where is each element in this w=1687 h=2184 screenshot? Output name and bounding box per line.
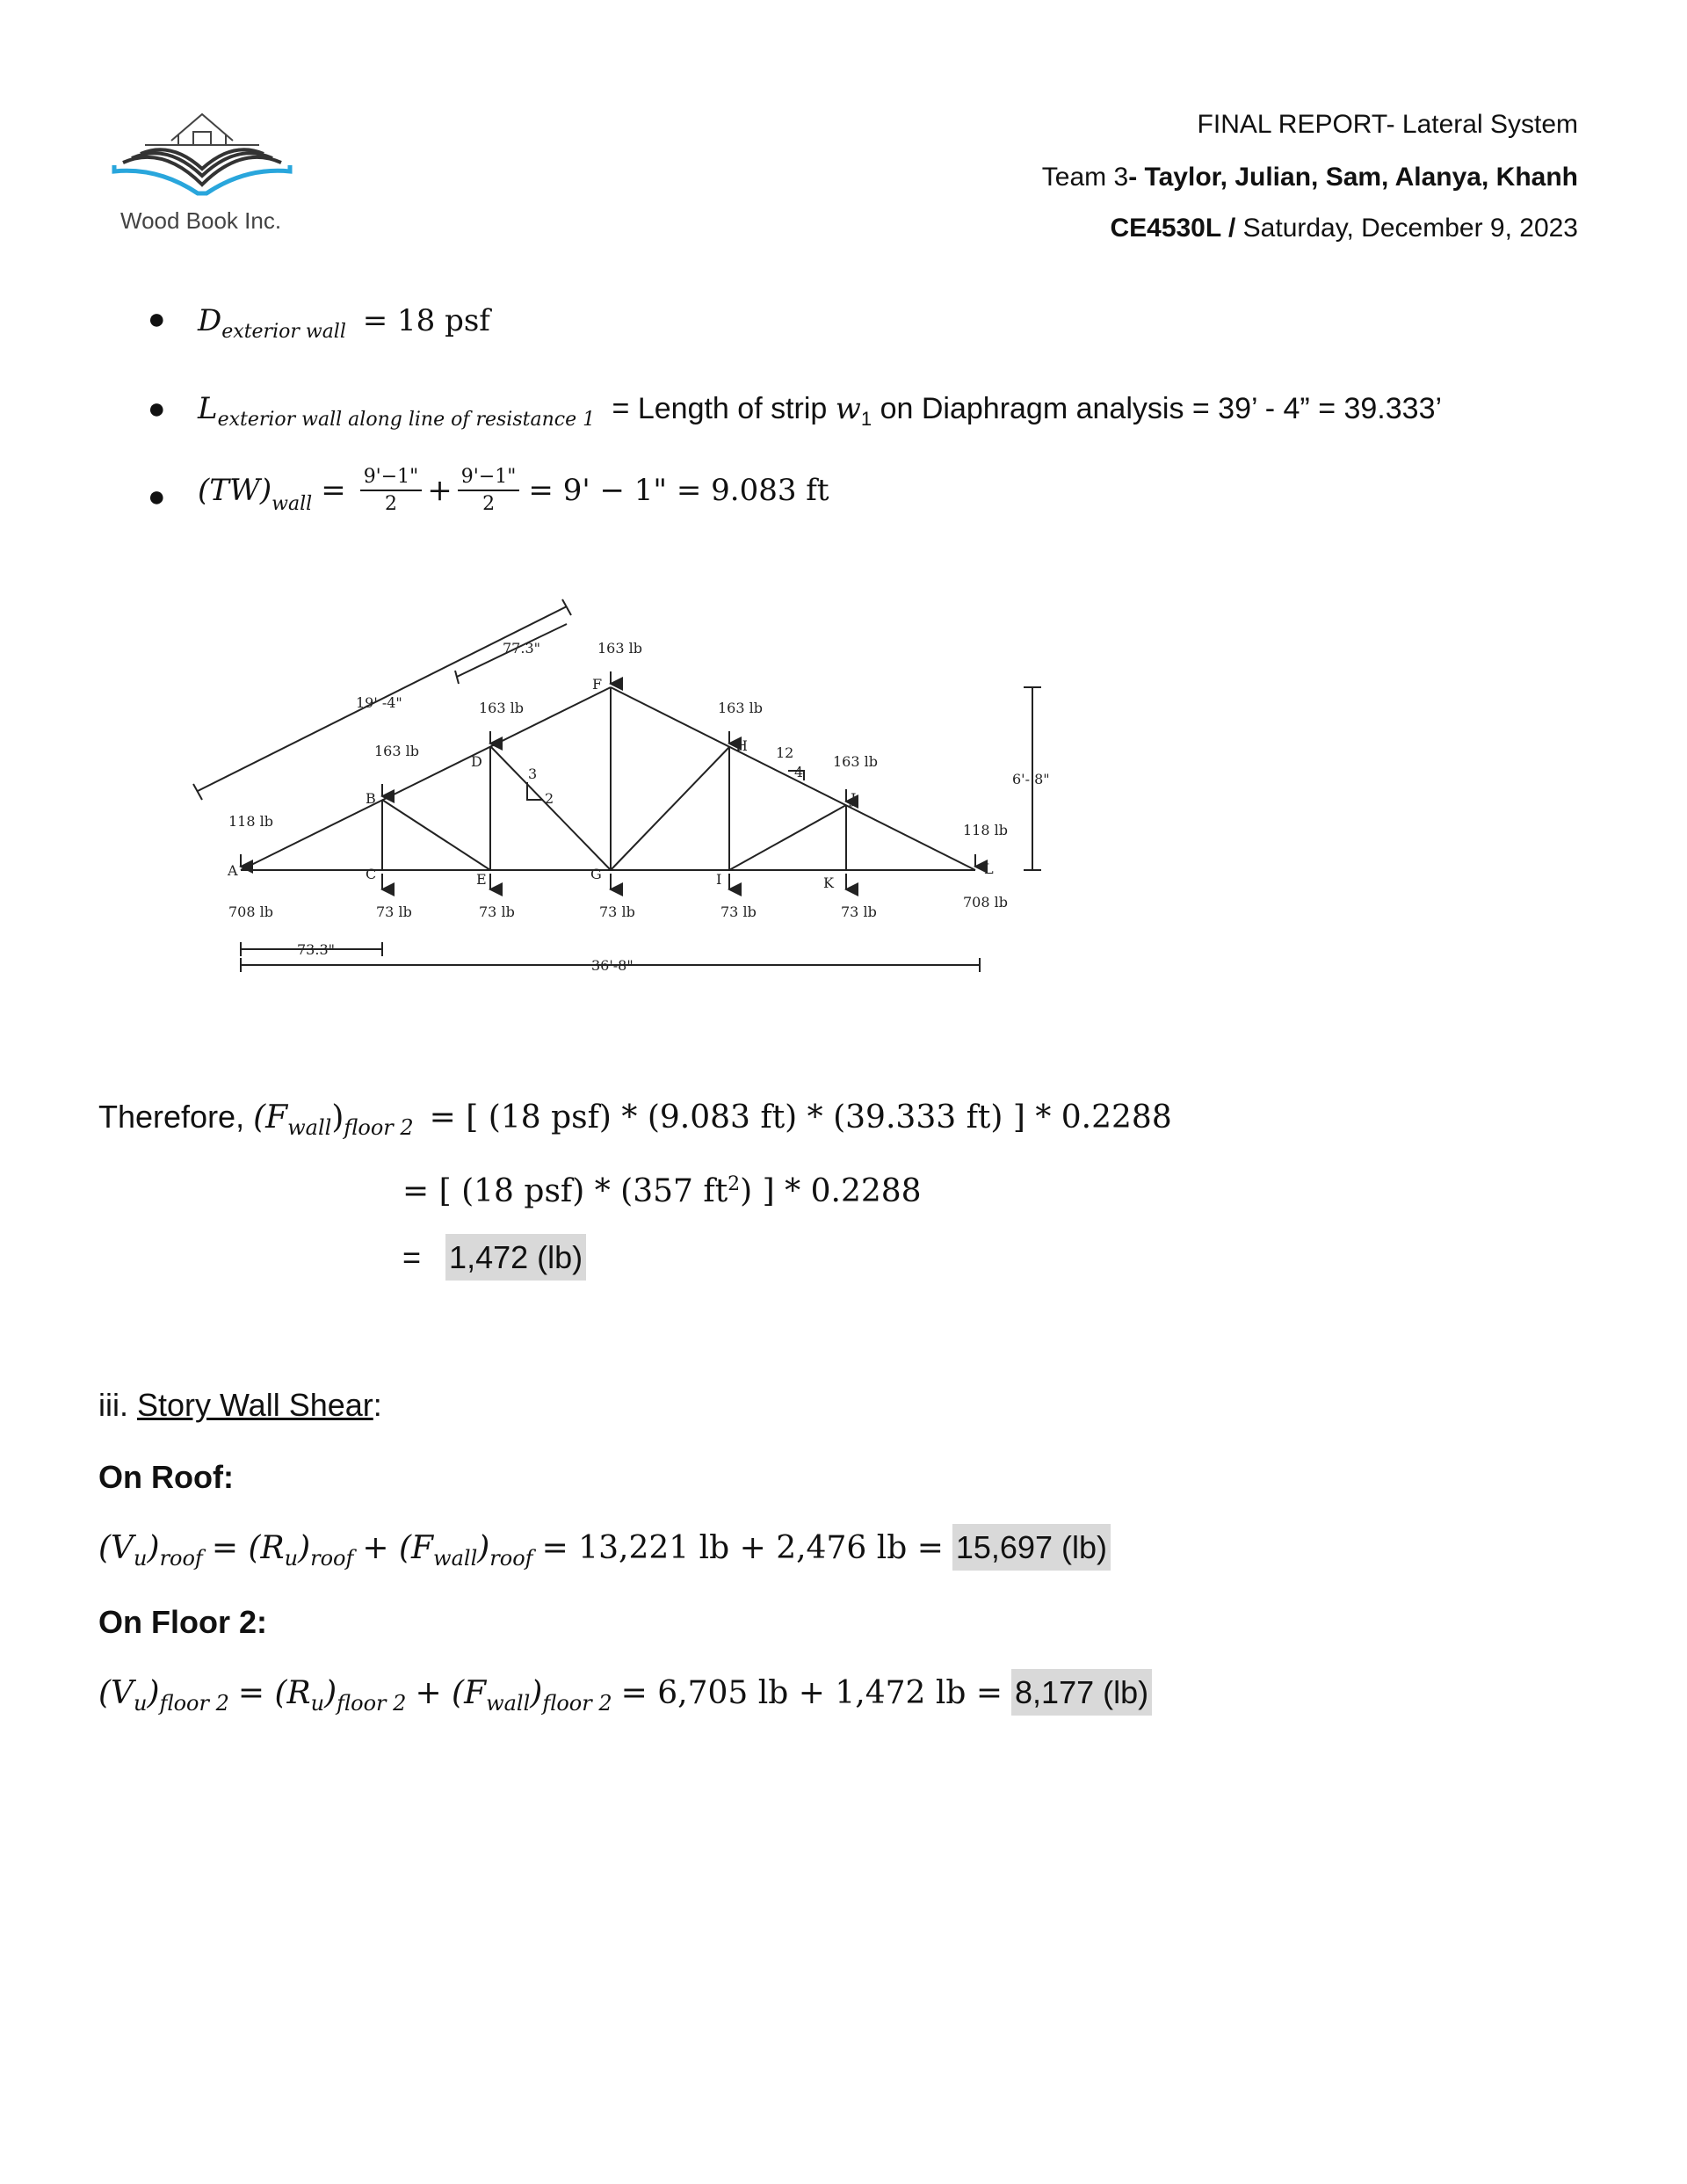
load-H: 163 lb bbox=[718, 700, 763, 716]
dim-77-3: 77.3" bbox=[503, 640, 540, 657]
load-G: 73 lb bbox=[599, 903, 635, 920]
floor2-shear-equation: $(V_u)_{floor 2} = (R_u)_{floor 2} + (F_{wall})_{floor 2} = 6,705$ lb + 1,472 lb = 8,177 (lb) bbox=[98, 1674, 1152, 1716]
node-A: A bbox=[228, 862, 238, 879]
dead-load-value: = 18 psf bbox=[362, 303, 490, 338]
slope-rise-label: 3 bbox=[528, 765, 538, 782]
load-K: 73 lb bbox=[841, 903, 877, 920]
tw-sub: wall bbox=[272, 492, 313, 515]
course-date-line bbox=[1110, 214, 1578, 243]
strip-sub: 1 bbox=[860, 407, 872, 430]
floor2-heading: On Floor 2: bbox=[98, 1604, 267, 1640]
dim-bottom-left: 73.3" bbox=[297, 941, 335, 958]
length-subscript: exterior wall along line of resistance 1 bbox=[217, 408, 596, 431]
strip-var: w bbox=[835, 391, 861, 426]
fwall-var: (F bbox=[253, 1099, 288, 1136]
floor2-sub-3: floor 2 bbox=[542, 1691, 612, 1716]
node-H: H bbox=[735, 737, 748, 754]
ft-squared-sup: 2 bbox=[728, 1173, 741, 1195]
length-eq: = bbox=[612, 392, 630, 425]
load-E: 73 lb bbox=[479, 903, 515, 920]
fwall-sub2: floor 2 bbox=[344, 1115, 414, 1141]
roof-sub-2: roof bbox=[310, 1546, 354, 1571]
top-chord-left bbox=[241, 687, 611, 870]
node-L: L bbox=[984, 860, 994, 877]
length-var: L bbox=[198, 391, 218, 426]
load-I: 73 lb bbox=[720, 903, 757, 920]
wall-force-line-1: Therefore, $(F_{wall})_{floor 2}$ = [ (18 psf) * (9.083 ft) * (39.333 ft) ] * 0.2288 bbox=[98, 1099, 1172, 1141]
member-GH bbox=[611, 747, 729, 870]
dim-slope: 19' -4" bbox=[356, 694, 402, 711]
slope2-run-label: 4 bbox=[794, 764, 804, 780]
roof-sub-3: roof bbox=[489, 1546, 533, 1571]
roof-sub-1: roof bbox=[159, 1546, 203, 1571]
node-D: D bbox=[471, 753, 482, 770]
wall-force-line-3: = 1,472 (lb) bbox=[402, 1239, 586, 1276]
load-L: 118 lb bbox=[963, 822, 1008, 838]
load-arrows bbox=[241, 671, 975, 889]
reaction-A: 708 lb bbox=[228, 903, 273, 920]
floor2-sub-1: floor 2 bbox=[159, 1691, 229, 1716]
tw-eq: = bbox=[321, 473, 346, 508]
node-G: G bbox=[590, 866, 602, 882]
report-title: FINAL REPORT- Lateral System bbox=[1197, 110, 1578, 139]
open-book-house-logo-icon bbox=[110, 105, 294, 211]
length-text: Length of strip bbox=[637, 392, 828, 425]
node-C: C bbox=[366, 866, 377, 882]
section-title: Story Wall Shear bbox=[137, 1387, 373, 1423]
load-C: 73 lb bbox=[376, 903, 412, 920]
length-rest: on Diaphragm analysis = 39’ - 4” = 39.333’ bbox=[880, 392, 1443, 425]
course-code: CE4530L / bbox=[1110, 214, 1236, 243]
bullet-dot-3: ● bbox=[148, 480, 166, 513]
roof-shear-equation: $(V_u)_{roof} = (R_u)_{roof} + (F_{wall})_{roof} = 13,221$ lb + 2,476 lb = 15,697 (lb) bbox=[98, 1529, 1111, 1571]
node-K: K bbox=[823, 874, 834, 891]
load-F: 163 lb bbox=[597, 640, 642, 657]
dead-load-subscript: exterior wall bbox=[221, 320, 346, 343]
logo bbox=[110, 105, 294, 237]
member-BE bbox=[382, 800, 490, 870]
fwall-sub: wall bbox=[287, 1115, 332, 1141]
node-F: F bbox=[592, 676, 603, 693]
load-B: 163 lb bbox=[374, 743, 419, 759]
load-A: 118 lb bbox=[228, 813, 273, 830]
tw-var: (TW) bbox=[198, 473, 272, 508]
top-chord-right bbox=[611, 687, 975, 870]
reaction-L: 708 lb bbox=[963, 894, 1008, 911]
slope2-rise-label: 12 bbox=[776, 744, 794, 761]
roof-heading: On Roof: bbox=[98, 1459, 234, 1495]
member-IJ bbox=[729, 805, 846, 870]
bullet-tributary-width bbox=[198, 466, 829, 515]
tw-fraction-2: $\frac{9'-1"}{2}$ bbox=[458, 466, 520, 515]
node-I: I bbox=[716, 871, 722, 888]
bullet-length bbox=[198, 391, 1442, 431]
slope-run-label: 2 bbox=[545, 790, 554, 807]
bullet-dot-2: ● bbox=[148, 392, 166, 425]
section-heading: iii. Story Wall Shear: bbox=[98, 1387, 382, 1423]
floor2-expr: = 6,705 lb + 1,472 lb = bbox=[620, 1675, 1003, 1711]
load-J: 163 lb bbox=[833, 753, 878, 770]
team-label: Team 3 bbox=[1041, 163, 1129, 192]
wall-force-line-2: = [ (18 psf) * (357 $ft^2$) ] * 0.2288 bbox=[402, 1173, 922, 1209]
load-D: 163 lb bbox=[479, 700, 524, 716]
logo-text: Wood Book Inc. bbox=[120, 207, 282, 234]
roof-expr: = 13,221 lb + 2,476 lb = bbox=[541, 1530, 944, 1566]
bullet-dot-1: ● bbox=[148, 302, 166, 336]
team-line bbox=[1042, 163, 1578, 192]
node-J: J bbox=[851, 790, 857, 807]
floor2-shear-result: 8,177 (lb) bbox=[1011, 1669, 1152, 1716]
wall-force-result: 1,472 (lb) bbox=[445, 1234, 586, 1281]
node-B: B bbox=[366, 790, 376, 807]
node-E: E bbox=[476, 871, 487, 888]
floor2-sub-2: floor 2 bbox=[337, 1691, 407, 1716]
truss-diagram bbox=[176, 580, 1072, 984]
tw-plus: + bbox=[427, 473, 453, 508]
bullet-dead-load: $D_{exterior wall} = 18$ psf bbox=[198, 303, 490, 343]
roof-shear-result: 15,697 (lb) bbox=[952, 1524, 1111, 1571]
member-DG bbox=[490, 746, 611, 870]
tw-fraction-1: $\frac{9'-1"}{2}$ bbox=[360, 466, 423, 515]
team-members: - Taylor, Julian, Sam, Alanya, Khanh bbox=[1128, 163, 1578, 192]
tw-result: = 9' − 1" = 9.083 ft bbox=[528, 473, 829, 508]
therefore-label: Therefore, bbox=[98, 1099, 254, 1135]
dim-span: 36'-8" bbox=[591, 957, 634, 974]
report-date: Saturday, December 9, 2023 bbox=[1235, 214, 1578, 243]
dim-height: 6'- 8" bbox=[1012, 771, 1050, 787]
wall-force-expr-1: = [ (18 psf) * (9.083 ft) * (39.333 ft) ] * 0.2288 bbox=[429, 1099, 1172, 1136]
